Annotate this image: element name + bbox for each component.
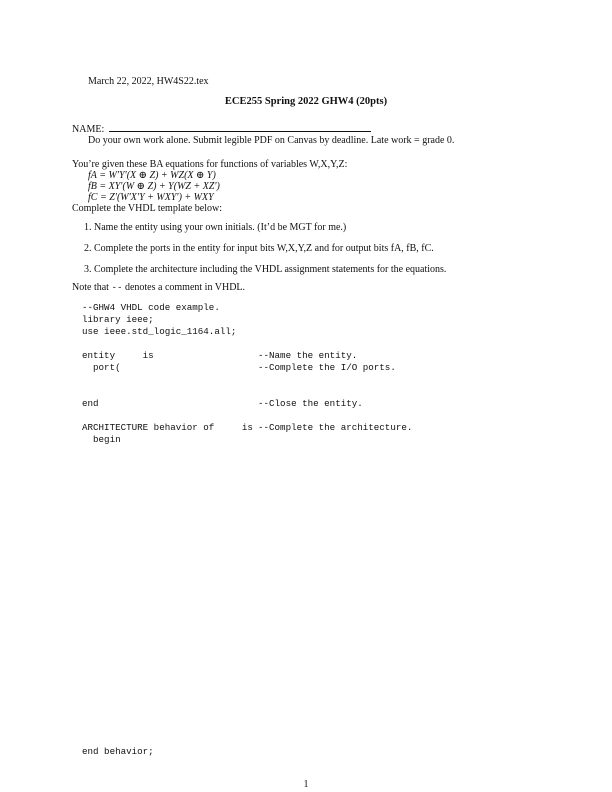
given-intro: You’re given these BA equations for functions of variables W,X,Y,Z: xyxy=(72,159,348,170)
complete-intro: Complete the VHDL template below: xyxy=(72,203,222,214)
code-line: entity is xyxy=(82,350,154,361)
code-comment: --Complete the architecture. xyxy=(258,422,413,433)
date-line: March 22, 2022, HW4S22.tex xyxy=(88,76,209,87)
note-text xyxy=(72,282,245,293)
name-label: NAME: xyxy=(72,124,105,135)
note-code: -- xyxy=(111,282,123,293)
code-line: end xyxy=(82,398,99,409)
code-line: library ieee; xyxy=(82,314,154,325)
page-number: 1 xyxy=(303,779,309,790)
instructions-text: Do your own work alone. Submit legible PDF on Canvas by deadline. Late work = grade 0. xyxy=(88,135,455,146)
list-item-text: Name the entity using your own initials. (It’d be MGT for me.) xyxy=(94,222,347,233)
code-line: begin xyxy=(82,434,121,445)
list-item-number: 3. xyxy=(84,264,92,275)
list-item-text: Complete the architecture including the VHDL assignment statements for the equations. xyxy=(94,264,447,275)
code-comment: --Name the entity. xyxy=(258,350,358,361)
code-line: ARCHITECTURE behavior of is xyxy=(82,422,253,433)
list-item xyxy=(84,243,434,254)
code-line: use ieee.std_logic_1164.all; xyxy=(82,326,237,337)
equation-fc: fC = Z′(W′X′Y + WXY′) + WXY xyxy=(88,192,214,203)
name-blank-line xyxy=(109,122,371,132)
code-line: --GHW4 VHDL code example. xyxy=(82,302,220,313)
list-item xyxy=(84,264,446,275)
list-item-number: 2. xyxy=(84,243,92,254)
note-before: Note that xyxy=(72,282,112,293)
code-line: end behavior; xyxy=(82,746,154,757)
page-title: ECE255 Spring 2022 GHW4 (20pts) xyxy=(224,96,388,107)
note-after: denotes a comment in VHDL. xyxy=(122,282,246,293)
list-item-number: 1. xyxy=(84,222,92,233)
equation-fb: fB = XY′(W ⊕ Z) + Y(WZ + XZ′) xyxy=(88,181,220,192)
code-comment: --Close the entity. xyxy=(258,398,363,409)
code-comment: --Complete the I/O ports. xyxy=(258,362,396,373)
list-item xyxy=(84,222,346,233)
code-line: port( xyxy=(82,362,121,373)
equation-fa: fA = W′Y′(X ⊕ Z) + WZ(X ⊕ Y) xyxy=(88,170,216,181)
name-row xyxy=(72,122,371,135)
list-item-text: Complete the ports in the entity for input bits W,X,Y,Z and for output bits fA, fB, fC. xyxy=(94,243,434,254)
